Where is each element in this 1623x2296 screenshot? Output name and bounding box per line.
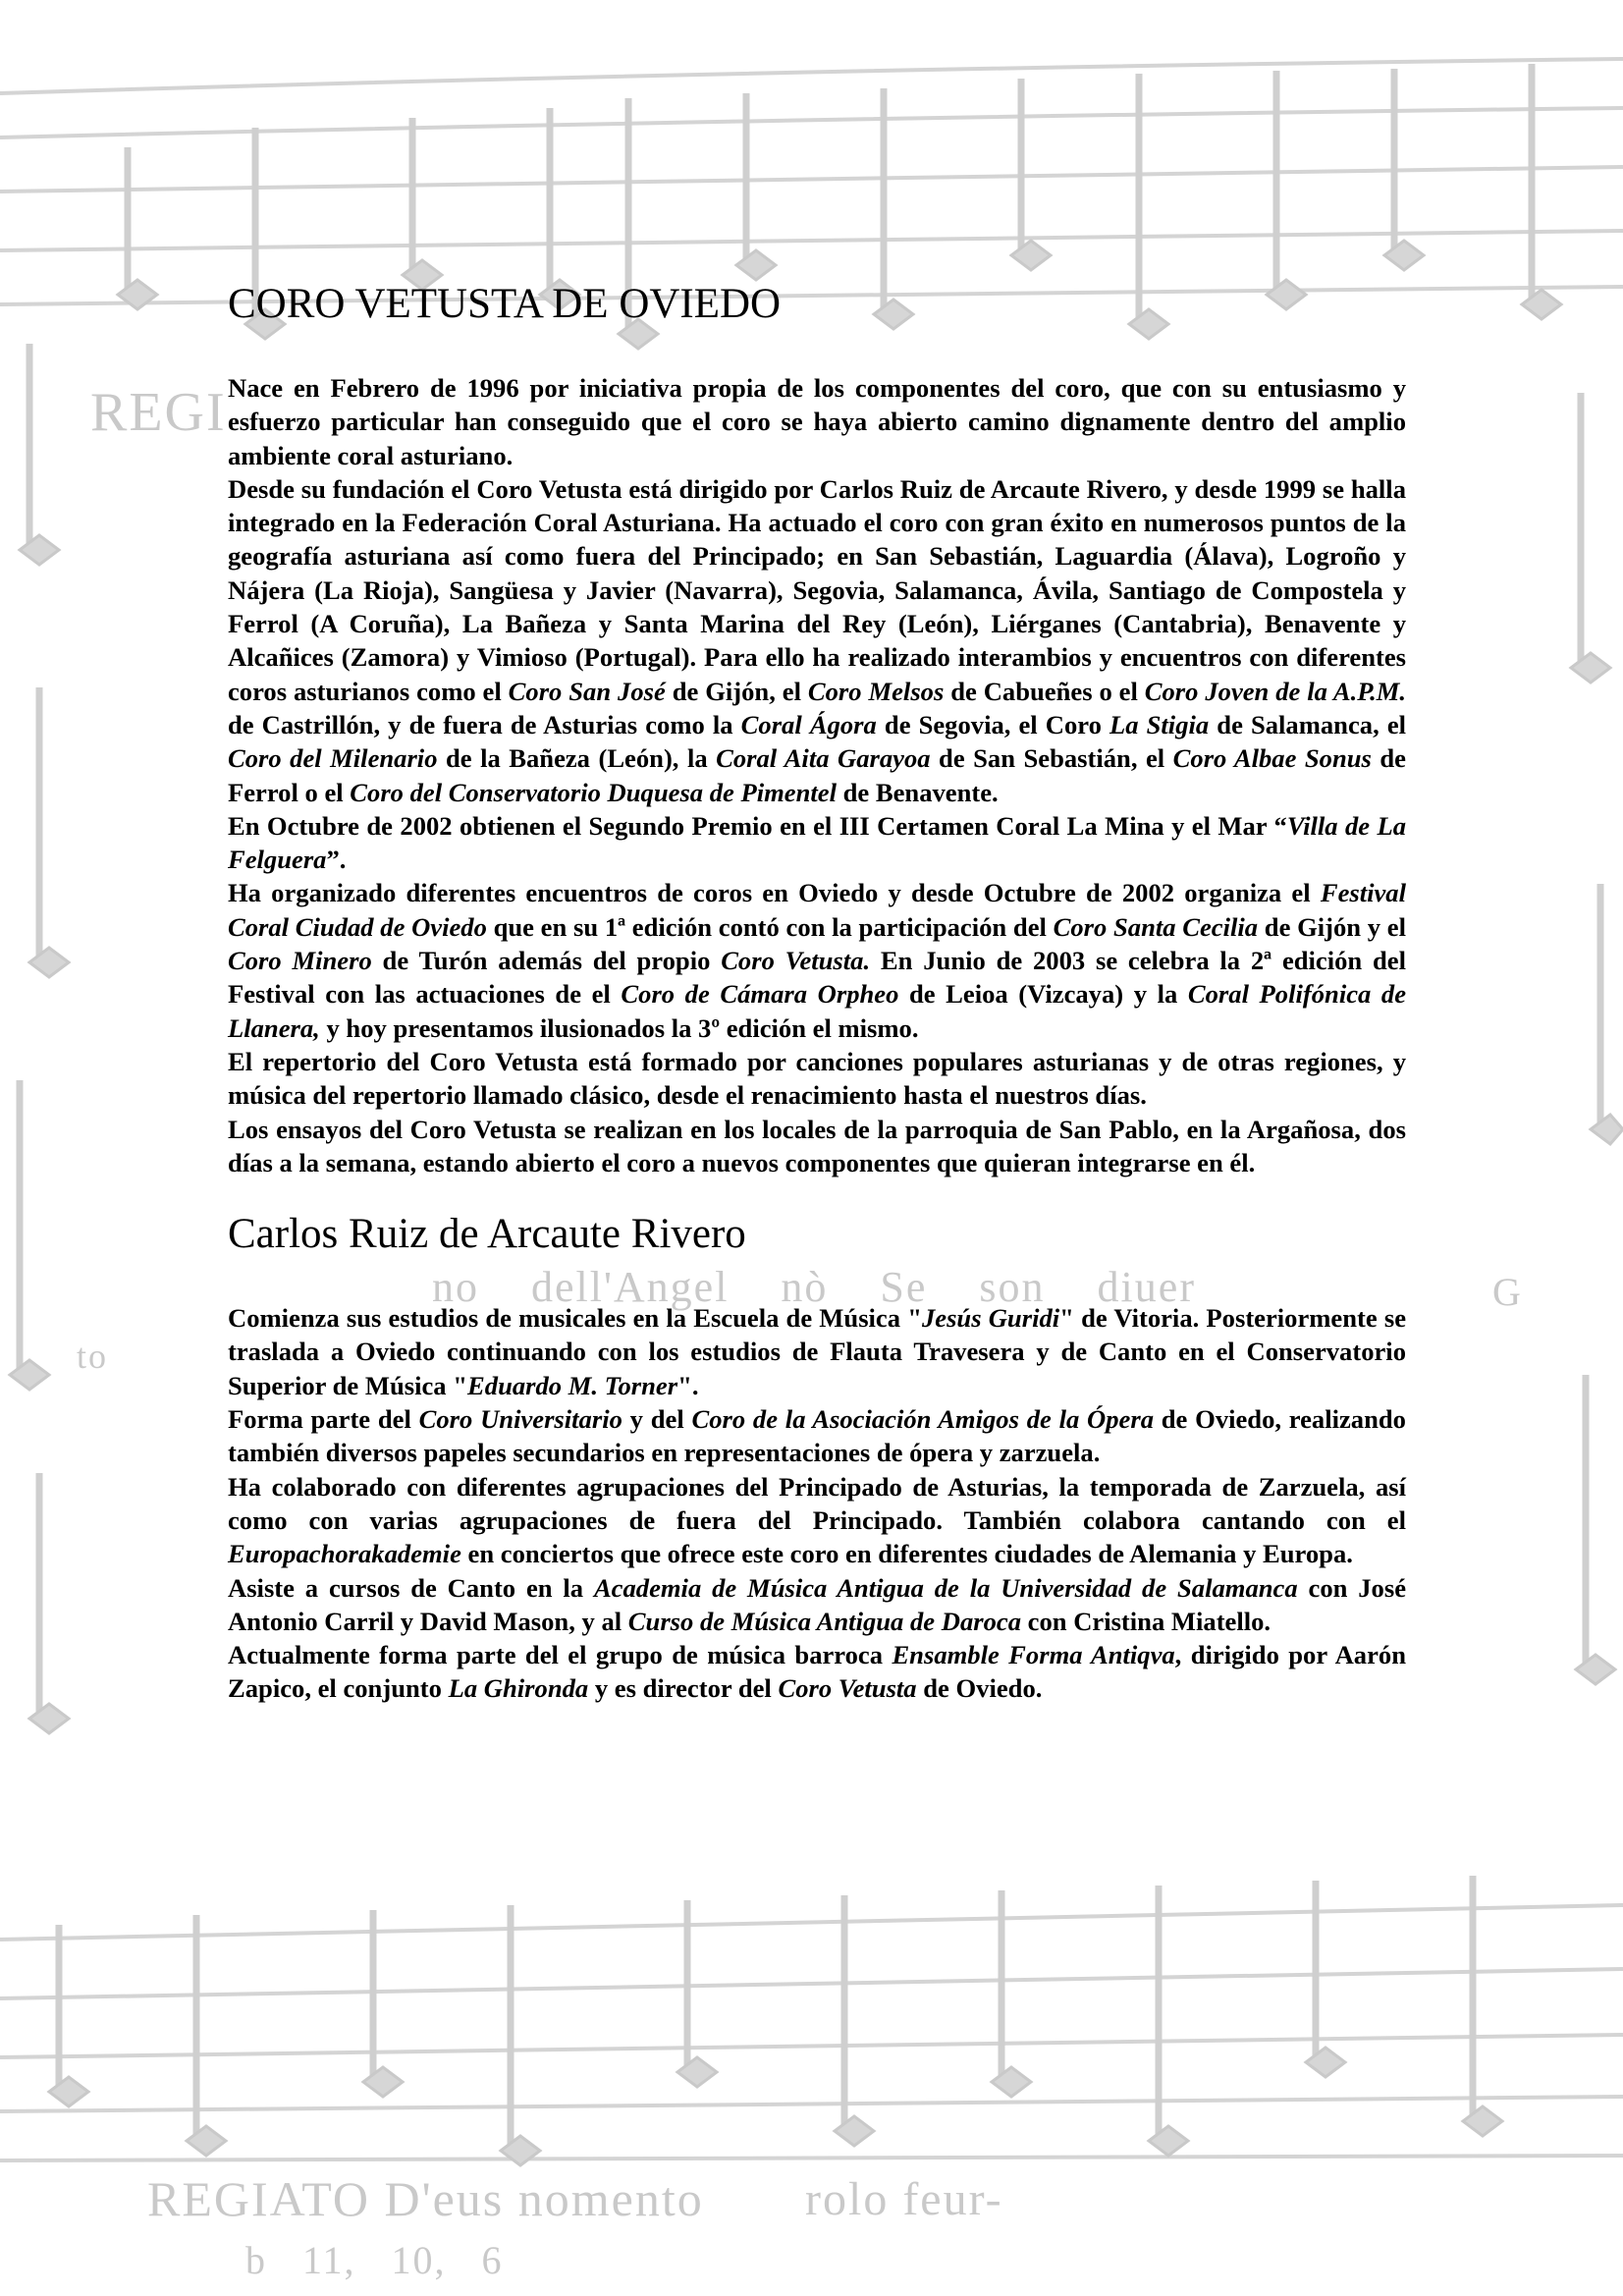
- italic-title-text: Ensamble Forma Antiqva: [892, 1640, 1175, 1670]
- paragraph-text: Actualmente forma parte del el grupo de música barroca: [228, 1640, 893, 1670]
- watermark-text-top-left: REGI: [90, 382, 227, 443]
- italic-title-text: Coro del Milenario: [228, 743, 438, 774]
- paragraph-text: y es director del: [588, 1673, 779, 1704]
- italic-title-text: Coro Vetusta: [778, 1673, 917, 1704]
- paragraph-text: Ha organizado diferentes encuentros de coros en Oviedo y desde Octubre de 2002 organiza el: [228, 878, 1321, 908]
- paragraph-text: Los ensayos del Coro Vetusta se realizan en los locales de la parroquia de San Pablo, en la Argañosa, dos días a la semana, estando abierto el coro a nuevos componentes que quieran integrarse en él.: [228, 1114, 1406, 1177]
- paragraph-text: de Ferrol o el: [228, 743, 1406, 807]
- italic-title-text: Coral Polifónica de Llanera,: [228, 979, 1407, 1043]
- italic-title-text: Coral Aita Garayoa: [716, 743, 931, 774]
- watermark-text-bottom-left: REGIATO D'eus nomento: [147, 2171, 704, 2226]
- italic-title-text: Coral Ágora: [740, 709, 877, 739]
- paragraph: [228, 1045, 1406, 1113]
- paragraph-text: que en su 1ª edición contó con la participación del: [486, 911, 1054, 942]
- italic-title-text: Europachorakademie: [228, 1539, 461, 1569]
- paragraph-text: de Oviedo, realizando también diversos papeles secundarios en representaciones de ópera y zarzuela.: [228, 1404, 1406, 1468]
- paragraph-text: En Junio de 2003 se celebra la 2ª edición del Festival con las actuaciones de el: [228, 946, 1406, 1010]
- italic-title-text: Coro de Cámara Orpheo: [621, 979, 899, 1010]
- italic-title-text: Coro San José: [508, 676, 666, 706]
- paragraph: [228, 809, 1406, 877]
- watermark-text-middle-right: G: [1492, 1270, 1523, 1314]
- italic-title-text: Eduardo M. Torner: [467, 1370, 678, 1400]
- paragraph: [228, 472, 1406, 809]
- document-body: [228, 275, 1406, 1706]
- italic-title-text: Coro Joven de la A.P.M.: [1144, 676, 1407, 706]
- section-body-director: [228, 1301, 1406, 1706]
- paragraph-text: de Cabueñes o el: [944, 676, 1145, 706]
- watermark-lyrics-middle: no dell'Angel nò Se son diuer: [432, 1263, 1196, 1311]
- paragraph-text: Nace en Febrero de 1996 por iniciativa propia de los componentes del coro, que con su entusiasmo y esfuerzo particular han conseguido que el coro se haya abierto camino dignamente dentro del amplio ambiente coral asturiano.: [228, 373, 1406, 470]
- paragraph-text: Forma parte del: [228, 1404, 419, 1435]
- section-body-coro-vetusta: [228, 371, 1406, 1179]
- paragraph-text: de Salamanca, el: [1209, 709, 1407, 739]
- italic-title-text: Curso de Música Antigua de Daroca: [627, 1606, 1021, 1636]
- italic-title-text: Coro del Conservatorio Duquesa de Pimentel: [350, 777, 837, 807]
- paragraph-text: ".: [677, 1370, 699, 1400]
- paragraph: [228, 1638, 1406, 1706]
- paragraph-text: En Octubre de 2002 obtienen el Segundo Premio en el III Certamen Coral La Mina y el Mar “: [228, 810, 1287, 841]
- paragraph-text: de San Sebastián, el: [930, 743, 1173, 774]
- italic-title-text: Villa de La Felguera: [228, 810, 1406, 875]
- paragraph-text: de Turón además del propio: [371, 946, 722, 976]
- paragraph-text: en conciertos que ofrece este coro en diferentes ciudades de Alemania y Europa.: [460, 1539, 1353, 1569]
- paragraph-text: " de Vitoria. Posteriormente se traslada a Oviedo continuando con los estudios de Flauta Travesera y de Canto en el Conservatorio Superior de Música ": [228, 1303, 1406, 1400]
- paragraph-text: de Oviedo.: [916, 1673, 1043, 1704]
- paragraph-text: Asiste a cursos de Canto en la: [228, 1572, 594, 1603]
- paragraph-text: Ha colaborado con diferentes agrupaciones del Principado de Asturias, la temporada de Zarzuela, así como con varias agrupaciones de fuera del Principado. También colabora cantando con el: [228, 1471, 1406, 1535]
- italic-title-text: Coro Melsos: [807, 676, 945, 706]
- paragraph-text: de Castrillón, y de fuera de Asturias como la: [228, 709, 741, 739]
- paragraph: [228, 1470, 1406, 1571]
- italic-title-text: Coro Minero: [228, 946, 372, 976]
- italic-title-text: Coro Universitario: [418, 1404, 622, 1435]
- italic-title-text: La Stigia: [1109, 709, 1210, 739]
- italic-title-text: Festival Coral Ciudad de Oviedo: [228, 878, 1406, 942]
- watermark-text-bottom-mid: rolo feur-: [805, 2173, 1003, 2225]
- paragraph-text: y hoy presentamos ilusionados la 3º edición el mismo.: [319, 1012, 919, 1043]
- paragraph: [228, 876, 1406, 1044]
- italic-title-text: Coro Vetusta.: [721, 946, 871, 976]
- paragraph-text: con José Antonio Carril y David Mason, y al: [228, 1572, 1407, 1636]
- paragraph: [228, 1571, 1406, 1639]
- paragraph-text: Comienza sus estudios de musicales en la Escuela de Música ": [228, 1303, 922, 1334]
- paragraph-text: de la Bañeza (León), la: [437, 743, 717, 774]
- paragraph-text: y del: [622, 1404, 692, 1435]
- paragraph-text: de Segovia, el Coro: [876, 709, 1109, 739]
- section-title-director: Carlos Ruiz de Arcaute Rivero: [228, 1211, 746, 1258]
- watermark-text-middle-left: to: [77, 1337, 109, 1376]
- paragraph-text: de Benavente.: [836, 777, 999, 807]
- paragraph-text: Desde su fundación el Coro Vetusta está dirigido por Carlos Ruiz de Arcaute Rivero, y desde 1999 se halla integrado en la Federación Coral Asturiana. Ha actuado el coro con gran éxito en numerosos puntos de la geografía asturiana así como fuera del Principado; en San Sebastián, Laguardia (Álava), Logroño y Nájera (La Rioja), Sangüesa y Javier (Navarra), Segovia, Salamanca, Ávila, Santiago de Compostela y Ferrol (A Coruña), La Bañeza y Santa Marina del Rey (León), Liérganes (Cantabria), Benavente y Alcañices (Zamora) y Vimioso (Portugal). Para ello ha realizado interambios y encuentros con diferentes coros asturianos como el: [228, 473, 1406, 706]
- italic-title-text: Coro de la Asociación Amigos de la Ópera: [691, 1404, 1154, 1435]
- italic-title-text: Jesús Guridi: [921, 1303, 1060, 1334]
- paragraph-text: de Gijón, el: [665, 676, 808, 706]
- paragraph-text: de Leioa (Vizcaya) y la: [898, 979, 1188, 1010]
- watermark-numbers-bottom: b 11, 10, 6: [245, 2238, 504, 2282]
- paragraph-text: El repertorio del Coro Vetusta está formado por canciones populares asturianas y de otras regiones, y música del repertorio llamado clásico, desde el renacimiento hasta el nuestros días.: [228, 1046, 1406, 1111]
- paragraph: [228, 371, 1406, 472]
- paragraph-text: con Cristina Miatello.: [1021, 1606, 1271, 1636]
- paragraph: [228, 1301, 1406, 1402]
- italic-title-text: La Ghironda: [448, 1673, 589, 1704]
- paragraph-text: , dirigido por Aarón Zapico, el conjunto: [228, 1640, 1406, 1704]
- paragraph-text: ”.: [326, 845, 347, 875]
- paragraph-text: de Gijón y el: [1258, 911, 1406, 942]
- italic-title-text: Coro Santa Cecilia: [1053, 911, 1259, 942]
- paragraph: [228, 1402, 1406, 1470]
- italic-title-text: Academia de Música Antigua de la Universidad de Salamanca: [593, 1572, 1298, 1603]
- italic-title-text: Coro Albae Sonus: [1172, 743, 1372, 774]
- paragraph: [228, 1113, 1406, 1180]
- section-title-coro-vetusta: CORO VETUSTA DE OVIEDO: [228, 281, 782, 327]
